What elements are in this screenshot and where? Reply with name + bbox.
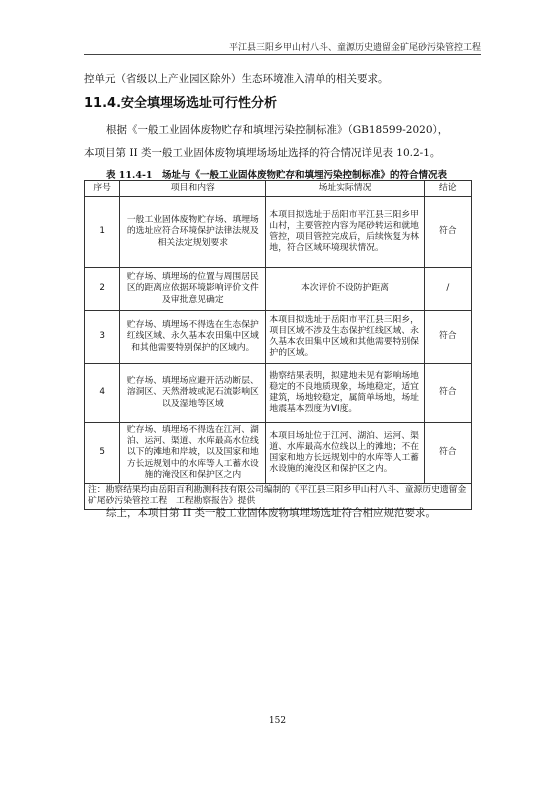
table-row	[85, 311, 472, 364]
header-result: 结论	[424, 181, 471, 197]
row-number: 5	[85, 423, 120, 484]
row-number: 3	[85, 311, 120, 364]
row-item: 贮存场、填埋场不得选在生态保护红线区域、永久基本农田集中区域和其他需要特别保护的区域内。	[120, 311, 266, 364]
table-caption: 表 11.4-1 场址与《一般工业固体废物贮存和填埋污染控制标准》的符合情况表	[106, 170, 447, 181]
table-row	[85, 268, 472, 311]
paragraph-line-1: 根据《一般工业固体废物贮存和填埋污染控制标准》（GB18599-2020），	[106, 124, 449, 136]
header-no: 序号	[85, 181, 120, 197]
table-row	[85, 197, 472, 268]
row-result: 符合	[424, 423, 471, 484]
row-item: 一般工业固体废物贮存场、填埋场的选址应符合环境保护法律法规及相关法定规划要求	[120, 197, 266, 268]
table-row	[85, 364, 472, 423]
row-number: 1	[85, 197, 120, 268]
row-site: 本项目拟选址于岳阳市平江县三阳乡，项目区域不涉及生态保护红线区域、永久基本农田集中区域和其他需要特别保护的区域。	[266, 311, 424, 364]
row-number: 2	[85, 268, 120, 311]
table-header-row	[85, 181, 472, 197]
row-item: 贮存场、填埋场不得选在江河、湖泊、运河、渠道、水库最高水位线以下的滩地和岸坡，以及国家和地方长远规划中的水库等人工蓄水设施的淹没区和保护区之内	[120, 423, 266, 484]
page-number: 152	[268, 716, 287, 726]
header-divider	[84, 54, 481, 55]
row-item: 贮存场、填埋场的位置与周围居民区的距离应依据环境影响评价文件及审批意见确定	[120, 268, 266, 311]
conclusion-paragraph: 综上，本项目第 II 类一般工业固体废物填埋场选址符合相应规范要求。	[106, 507, 436, 519]
row-site: 勘察结果表明，拟建地未见有影响场地稳定的不良地质现象，场地稳定，适宜建筑，场地较稳定，属简单场地，场址地震基本烈度为VI度。	[266, 364, 424, 423]
header-item: 项目和内容	[120, 181, 266, 197]
section-heading: 11.4.安全填埋场选址可行性分析	[84, 96, 278, 111]
row-site: 本项目场址位于江河、湖泊、运河、渠道、水库最高水位线以上的滩地；不在国家和地方长远规划中的水库等人工蓄水设施的淹没区和保护区之内。	[266, 423, 424, 484]
running-header: 平江县三阳乡甲山村八斗、童源历史遗留金矿尾砂污染管控工程	[228, 43, 481, 53]
row-site: 本次评价不设防护距离	[266, 268, 424, 311]
table-note: 注：勘察结果均由岳阳百利勘测科技有限公司编制的《平江县三阳乡甲山村八斗、童源历史遗留金矿尾砂污染管控工程 工程勘察报告》提供	[85, 484, 472, 510]
row-result: /	[424, 268, 471, 311]
row-item: 贮存场、填埋场应避开活动断层、溶洞区、天然滑坡或泥石流影响区以及湿地等区域	[120, 364, 266, 423]
table-row	[85, 423, 472, 484]
row-result: 符合	[424, 311, 471, 364]
row-site: 本项目拟选址于岳阳市平江县三阳乡甲山村，主要管控内容为尾砂转运和就地管控，项目管控完成后，后续恢复为林地，符合区域环境现状情况。	[266, 197, 424, 268]
paragraph-line-2: 本项目第 II 类一般工业固体废物填埋场场址选择的符合情况详见表 10.2-1。	[84, 147, 441, 159]
header-site: 场址实际情况	[266, 181, 424, 197]
intro-line: 控单元（省级以上产业园区除外）生态环境准入清单的相关要求。	[84, 73, 389, 85]
row-result: 符合	[424, 364, 471, 423]
row-number: 4	[85, 364, 120, 423]
row-result: 符合	[424, 197, 471, 268]
compliance-table	[84, 180, 472, 510]
